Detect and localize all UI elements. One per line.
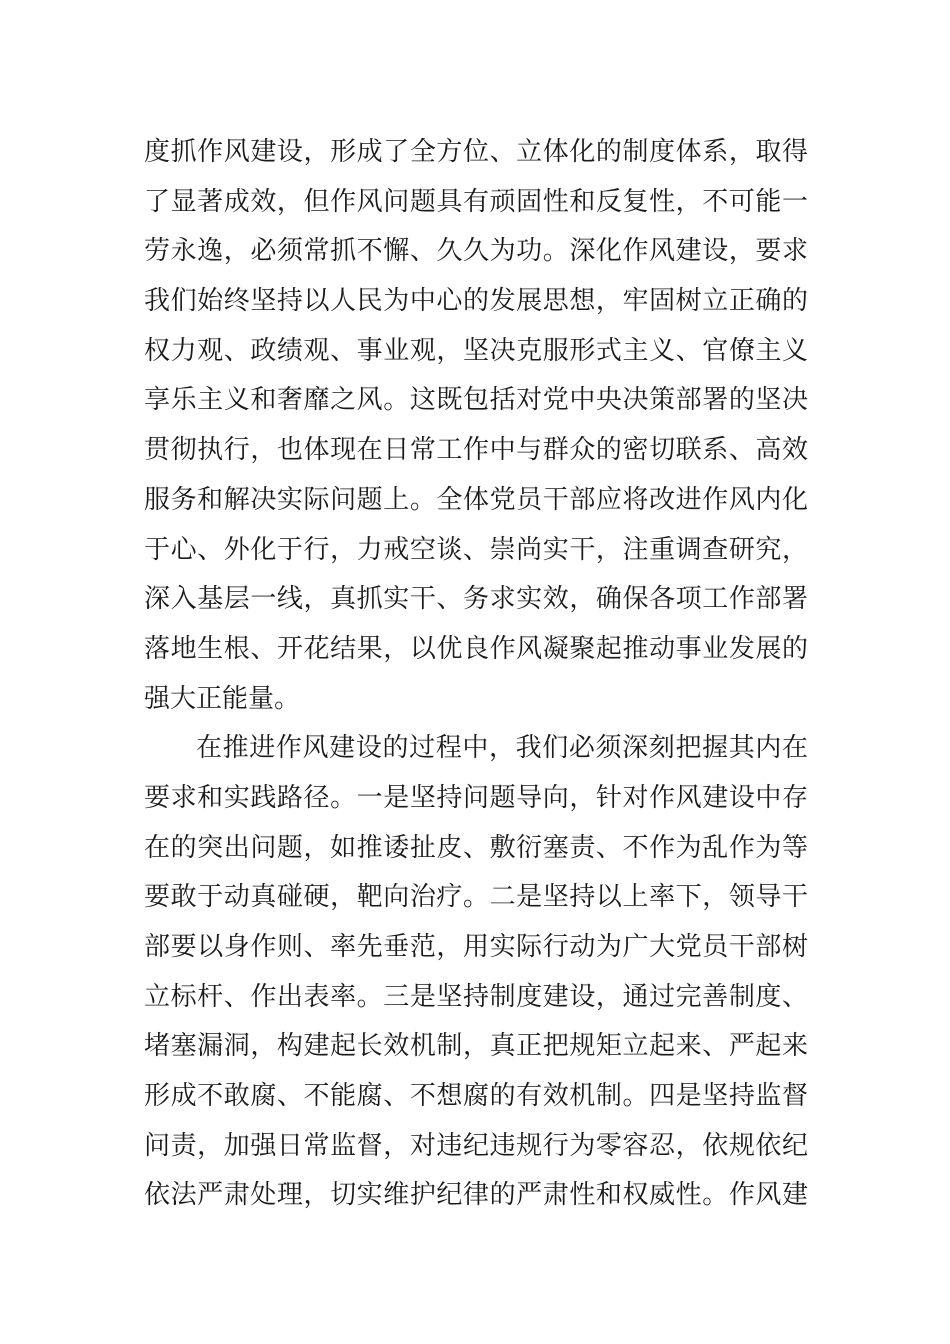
text-line: 强大正能量。 <box>144 683 301 714</box>
text-line: 在推进作风建设的过程中，我们必须深刻把握其内在 <box>196 733 808 764</box>
text-line: 享乐主义和奢靡之风。这既包括对党中央决策部署的坚决 <box>144 385 808 416</box>
text-line: 在的突出问题，如推诿扯皮、敷衍塞责、不作为乱作为等 <box>144 832 808 863</box>
text-line: 落地生根、开花结果，以优良作风凝聚起推动事业发展的 <box>144 633 808 664</box>
text-line: 了显著成效，但作风问题具有顽固性和反复性，不可能一 <box>144 186 808 217</box>
text-line: 深入基层一线，真抓实干、务求实效，确保各项工作部署 <box>144 584 808 615</box>
paragraph-1 <box>144 128 808 724</box>
text-line: 我们始终坚持以人民为中心的发展思想，牢固树立正确的 <box>144 286 808 317</box>
text-line: 依法严肃处理，切实维护纪律的严肃性和权威性。作风建 <box>144 1180 808 1211</box>
text-line: 于心、外化于行，力戒空谈、崇尚实干，注重调查研究， <box>144 534 808 565</box>
text-line: 问责，加强日常监督，对违纪违规行为零容忍，依规依纪 <box>144 1130 808 1161</box>
text-line: 立标杆、作出表率。三是坚持制度建设，通过完善制度、 <box>144 981 808 1012</box>
text-line: 要求和实践路径。一是坚持问题导向，针对作风建设中存 <box>144 782 808 813</box>
document-body <box>144 128 808 1221</box>
text-line: 劳永逸，必须常抓不懈、久久为功。深化作风建设，要求 <box>144 236 808 267</box>
text-line: 服务和解决实际问题上。全体党员干部应将改进作风内化 <box>144 484 808 515</box>
text-line: 部要以身作则、率先垂范，用实际行动为广大党员干部树 <box>144 932 808 962</box>
paragraph-2 <box>144 724 808 1221</box>
text-line: 堵塞漏洞，构建起长效机制，真正把规矩立起来、严起来 <box>144 1031 808 1062</box>
text-line: 要敢于动真碰硬，靶向治疗。二是坚持以上率下，领导干 <box>144 882 808 913</box>
text-line: 度抓作风建设，形成了全方位、立体化的制度体系，取得 <box>144 137 808 167</box>
text-line: 贯彻执行，也体现在日常工作中与群众的密切联系、高效 <box>144 435 808 466</box>
text-line: 形成不敢腐、不能腐、不想腐的有效机制。四是坚持监督 <box>144 1081 808 1112</box>
text-line: 权力观、政绩观、事业观，坚决克服形式主义、官僚主义 <box>144 335 808 366</box>
